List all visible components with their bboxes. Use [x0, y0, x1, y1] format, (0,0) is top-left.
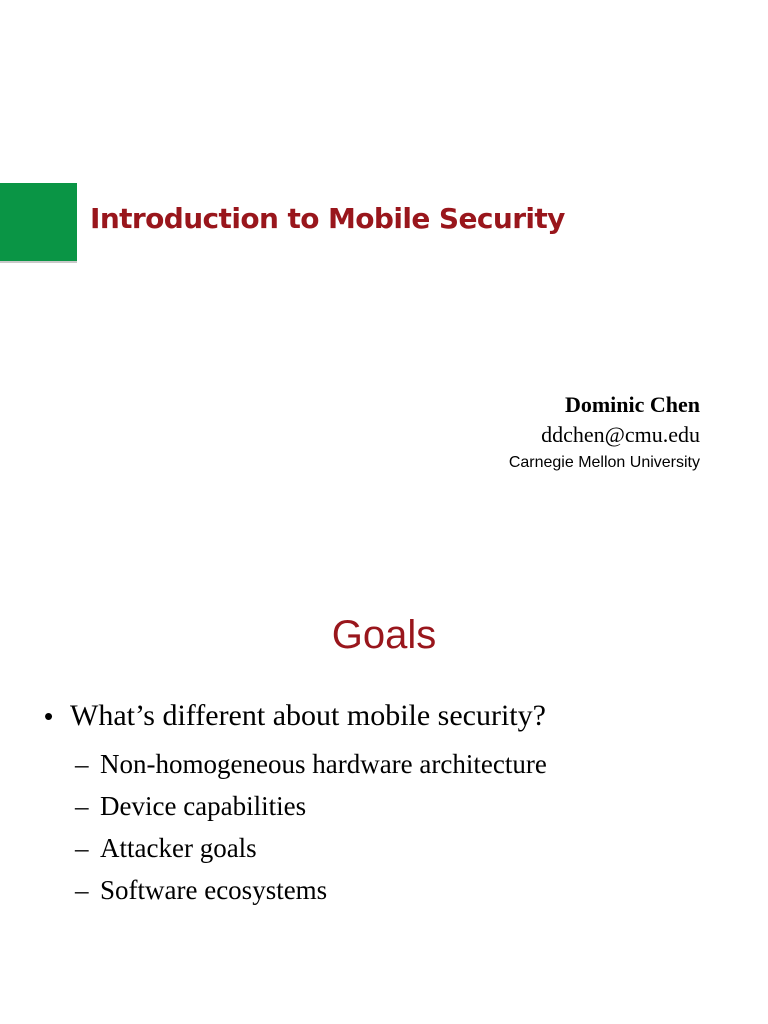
bullet-line: [44, 693, 547, 739]
sub-bullet-item: [75, 869, 547, 911]
author-name: Dominic Chen: [564, 392, 700, 417]
goals-slide: [0, 560, 768, 1024]
sub-bullet-text: Attacker goals: [100, 833, 257, 863]
slide-title: Introduction to Mobile Security: [90, 202, 565, 235]
sub-bullet-item: [75, 785, 547, 827]
accent-bar: [0, 183, 77, 261]
author-block: [509, 390, 700, 476]
bullet-item: [44, 693, 547, 911]
bullet-dot-icon: •: [44, 701, 54, 731]
goals-title: Goals: [331, 613, 437, 657]
sub-bullet-list: [44, 743, 547, 911]
sub-bullet-text: Software ecosystems: [100, 875, 328, 905]
bullet-text: What’s different about mobile security?: [70, 699, 546, 732]
author-email: ddchen@cmu.edu: [541, 422, 700, 447]
dash-icon: –: [75, 875, 89, 905]
bullet-list: [44, 693, 547, 911]
sub-bullet-item: [75, 743, 547, 785]
dash-icon: –: [75, 791, 89, 821]
sub-bullet-item: [75, 827, 547, 869]
sub-bullet-text: Device capabilities: [100, 791, 307, 821]
author-affiliation: Carnegie Mellon University: [508, 454, 700, 471]
sub-bullet-text: Non-homogeneous hardware architecture: [100, 749, 547, 779]
dash-icon: –: [75, 833, 89, 863]
dash-icon: –: [75, 749, 89, 779]
